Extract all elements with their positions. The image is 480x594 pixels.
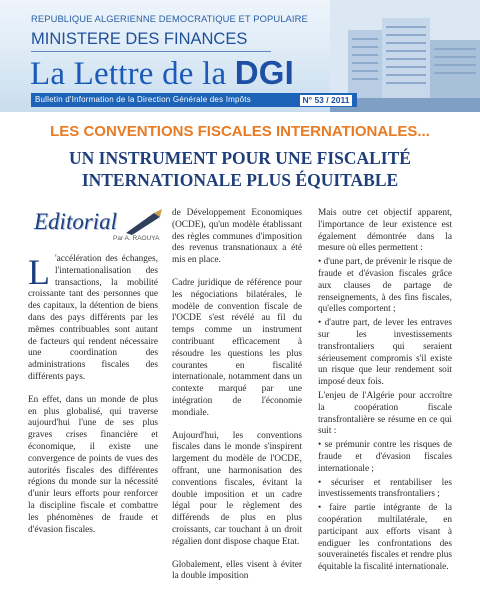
col3-bullet-4: • sécuriser et rentabiliser les investissements transfrontaliers ; (318, 477, 452, 500)
dgi-logotype: DGI (234, 54, 295, 91)
bulletin-subtitle: Bulletin d'Information de la Direction Générale des Impôts (35, 95, 251, 104)
col3-paragraph-2: L'enjeu de l'Algérie pour accroître la coopération fiscale transfrontalière se résume en ce qui suit : (318, 390, 452, 437)
editorial-label: Editorial (34, 209, 118, 234)
sub-headline-line1: UN INSTRUMENT POUR UNE FISCALITÉ (69, 148, 411, 168)
header-rule (31, 51, 271, 52)
masthead (0, 0, 480, 112)
issue-number: N° 53 / 2011 (299, 94, 353, 107)
ministry-title: MINISTERE DES FINANCES (31, 30, 248, 48)
fountain-pen-icon (124, 209, 164, 235)
editorial-byline: Par A. RAOUYA (113, 235, 160, 242)
col3-bullet-5: • faire partie intégrante de la coopération multilatérale, en participant aux efforts visant à endiguer les confrontations des souverainetés fiscales et rendre plus équitable la fiscalité internationale. (318, 503, 452, 573)
col3-bullet-1: • d'une part, de prévenir le risque de fraude et d'évasion fiscales grâce aux clauses de partage de renseignements, à des fins fiscales, qu'elles comportent ; (318, 257, 453, 315)
sub-headline-line2: INTERNATIONALE PLUS ÉQUITABLE (81, 170, 399, 190)
publication-title-text: La Lettre de la (30, 56, 227, 92)
main-headline: LES CONVENTIONS FISCALES INTERNATIONALES... (50, 123, 430, 140)
col3-bullet-2: • d'autre part, de lever les entraves sur les investissements transfrontaliers qui seraient sérieusement compromis s'il existe un risque que leur rendement soit imposé deux fois. (318, 318, 452, 388)
col1-paragraph-1-text: 'accélération des échanges, l'internationalisation des transactions, la mobilité croissante tant des personnes que des capitaux, la détention de biens dans des pays différents par les mêmes contribuables sont autant de facteurs qui rendent nécessaire une coordination des administrations fiscales des différents pays. (28, 254, 158, 382)
editorial-logo (28, 207, 164, 247)
article-column-1 (28, 254, 158, 547)
publication-title (30, 54, 294, 93)
col3-paragraph-1: Mais outre cet objectif apparent, l'importance de leur existence est également démontrée dans la mesure où elles permettent : (318, 208, 452, 254)
republic-label: REPUBLIQUE ALGERIENNE DEMOCRATIQUE ET POPULAIRE (31, 13, 308, 24)
col2-paragraph-1: de Développement Economiques (OCDE), qu'un modèle établissant des règles communes d'imposition des revenus transnationaux a été mis en place. (172, 208, 302, 266)
col1-paragraph-2: En effet, dans un monde de plus en plus globalisé, qui traverse aujourd'hui l'une de ses plus graves crises financière et économique, il existe une convergence de points de vues des autorités fiscales des différentes régions du monde sur la nécessité d'unir leurs efforts pour renforcer la discipline fiscale et combattre les phénomènes de fraude et d'évasion fiscales. (28, 394, 158, 535)
col3-bullet-3: • se prémunir contre les risques de fraude et d'évasion fiscales internationale ; (318, 440, 452, 474)
col2-paragraph-3: Aujourd'hui, les conventions fiscales dans le monde s'inspirent largement du modèle de l'OCDE, offrant, une harmonisation des conventions fiscales, évitant la double imposition et un cadre légal pour le règlement des différends de plus en plus croissants, car touchant à un droit régalien dont dispose chaque Etat. (172, 430, 302, 547)
col2-paragraph-4: Globalement, elles visent à éviter la double imposition (172, 559, 302, 582)
col2-paragraph-2: Cadre juridique de référence pour les négociations bilatérales, le modèle de convention fiscale de l'OCDE s'est révélé au fil du temps comme un instrument contribuant efficacement à résoudre les questions les plus courantes en fiscalité internationale, notamment dans un contexte marqué par une intégration de l'économie mondiale. (172, 277, 302, 418)
article-column-2 (172, 208, 302, 594)
sub-headline (0, 147, 480, 191)
drop-cap: L (28, 252, 50, 292)
col1-paragraph-1 (28, 254, 158, 384)
article-column-3 (318, 208, 452, 576)
